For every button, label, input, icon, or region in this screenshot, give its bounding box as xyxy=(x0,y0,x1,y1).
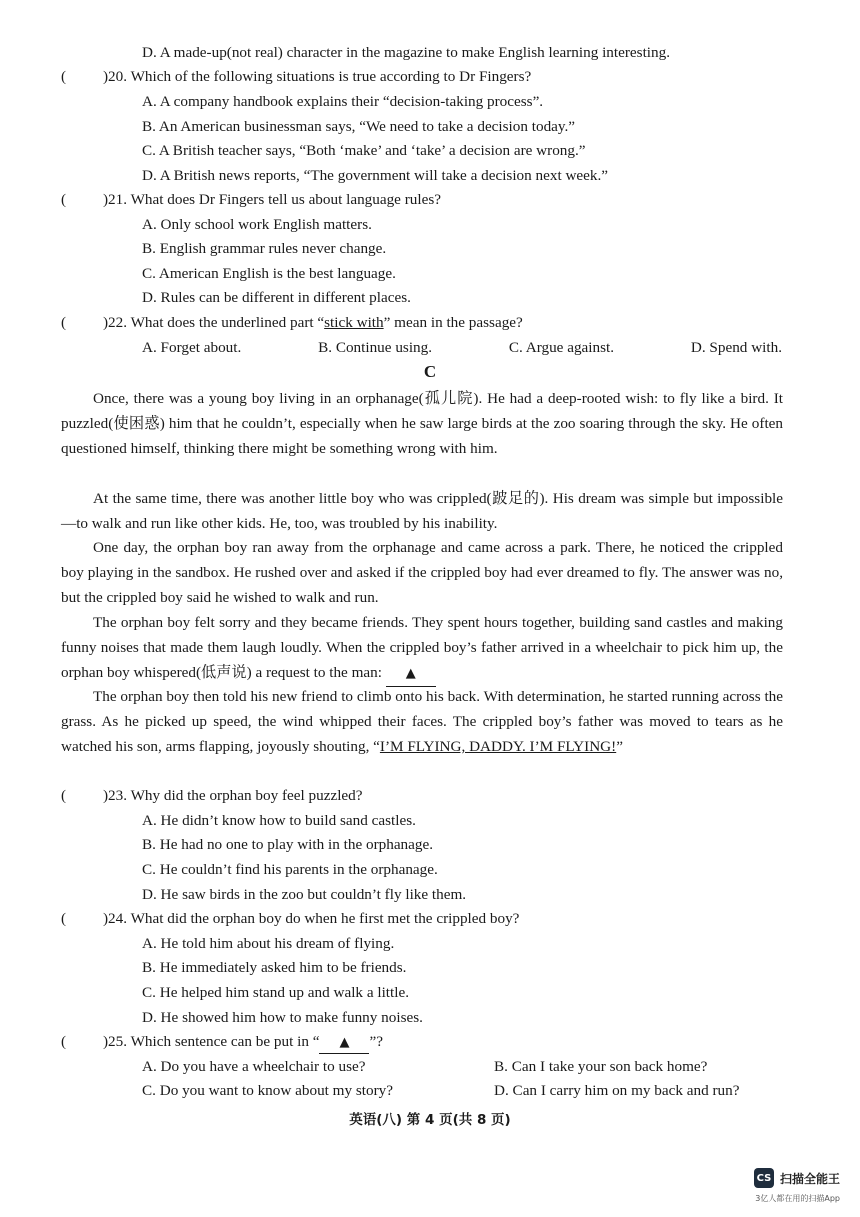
q22-option-b: B. Continue using. xyxy=(318,339,433,356)
answer-blank: ▲ xyxy=(319,1033,369,1054)
q24-option-b: B. He immediately asked him to be friends. xyxy=(142,959,407,976)
q21-option-c: C. American English is the best language. xyxy=(142,265,396,282)
passage-paragraph-3 xyxy=(61,535,783,610)
q21-option-a: A. Only school work English matters. xyxy=(142,216,372,233)
q25-options-row-1 xyxy=(142,1057,782,1077)
q20-option-d: D. A British news reports, “The government will take a decision next week.” xyxy=(142,167,609,184)
question-stem-end: ”? xyxy=(369,1033,383,1050)
q21-option-d: D. Rules can be different in different places. xyxy=(142,289,411,306)
q25-option-a: A. Do you have a wheelchair to use? xyxy=(142,1058,366,1075)
passage-paragraph-5 xyxy=(61,684,783,759)
question-22 xyxy=(61,313,523,333)
passage-paragraph-2 xyxy=(61,486,783,536)
underlined-phrase: stick with xyxy=(324,314,384,331)
q19-option-d: D. A made-up(not real) character in the magazine to make English learning interesting. xyxy=(142,44,670,61)
question-stem: )21. What does Dr Fingers tell us about language rules? xyxy=(103,191,441,208)
question-stem: )20. Which of the following situations is true according to Dr Fingers? xyxy=(103,68,532,85)
q20-option-a: A. A company handbook explains their “decision-taking process”. xyxy=(142,93,544,110)
question-stem-start: )25. Which sentence can be put in “ xyxy=(103,1033,320,1050)
question-stem: )23. Why did the orphan boy feel puzzled? xyxy=(103,787,363,804)
q20-option-c: C. A British teacher says, “Both ‘make’ and ‘take’ a decision are wrong.” xyxy=(142,142,586,159)
q22-option-d: D. Spend with. xyxy=(690,339,782,356)
answer-paren: ( xyxy=(61,787,67,804)
q25-options-row-2 xyxy=(142,1081,782,1101)
q25-option-c: C. Do you want to know about my story? xyxy=(142,1082,393,1099)
answer-blank: ▲ xyxy=(386,661,436,687)
paragraph-text: The orphan boy felt sorry and they became friends. They spent hours together, building sand castles and making funny noises that made them laugh loudly. When the crippled boy’s father arrived in a wheelchair to pick him up, the orphan boy whispered(低声说) a request to the man: xyxy=(61,614,783,681)
answer-paren: ( xyxy=(61,314,67,331)
q25-option-d: D. Can I carry him on my back and run? xyxy=(494,1082,740,1099)
q21-option-b: B. English grammar rules never change. xyxy=(142,240,387,257)
question-25 xyxy=(61,1032,383,1054)
q23-option-d: D. He saw birds in the zoo but couldn’t fly like them. xyxy=(142,886,467,903)
answer-paren: ( xyxy=(61,191,67,208)
question-stem-end: ” mean in the passage? xyxy=(383,314,523,331)
scanner-tagline: 3亿人都在用的扫描App xyxy=(755,1194,840,1203)
paragraph-text-end: ” xyxy=(616,738,623,755)
answer-paren: ( xyxy=(61,1033,67,1050)
scanner-app-name: 扫描全能王 xyxy=(779,1171,840,1186)
section-heading: C xyxy=(423,362,437,381)
page-footer: 英语(八) 第 4 页(共 8 页) xyxy=(349,1112,511,1128)
underlined-quote: I’M FLYING, DADDY. I’M FLYING! xyxy=(379,738,617,755)
camscanner-icon: CS xyxy=(754,1168,774,1188)
question-stem-start: )22. What does the underlined part “ xyxy=(103,314,325,331)
question-20 xyxy=(61,67,531,87)
paragraph-text: At the same time, there was another little boy who was crippled(跛足的). His dream was simple but impossible—to walk and run like other kids. He, too, was troubled by his inability. xyxy=(61,490,783,532)
question-23 xyxy=(61,786,363,806)
passage-paragraph-1 xyxy=(61,386,783,461)
q24-option-d: D. He showed him how to make funny noises. xyxy=(142,1009,423,1026)
q25-option-b: B. Can I take your son back home? xyxy=(494,1058,708,1075)
question-24 xyxy=(61,909,519,929)
paragraph-text: The orphan boy then told his new friend to climb onto his back. With determination, he started running across the grass. As he picked up speed, the wind whipped their faces. The crippled boy’s father was moved to tears as he watched his son, arms flapping, joyously shouting, “ xyxy=(61,688,783,755)
q22-option-c: C. Argue against. xyxy=(508,339,615,356)
scanner-logo xyxy=(754,1168,840,1188)
q23-option-a: A. He didn’t know how to build sand castles. xyxy=(142,812,416,829)
question-stem: )24. What did the orphan boy do when he first met the crippled boy? xyxy=(103,910,520,927)
answer-paren: ( xyxy=(61,910,67,927)
q22-options-row xyxy=(142,338,782,358)
q24-option-c: C. He helped him stand up and walk a little. xyxy=(142,984,409,1001)
q23-option-b: B. He had no one to play with in the orphanage. xyxy=(142,836,434,853)
q20-option-b: B. An American businessman says, “We need to take a decision today.” xyxy=(142,118,576,135)
q22-option-a: A. Forget about. xyxy=(142,339,242,356)
paragraph-text: One day, the orphan boy ran away from the orphanage and came across a park. There, he noticed the crippled boy playing in the sandbox. He rushed over and asked if the crippled boy had ever dreamed to fly. The answer was no, but the crippled boy said he wished to walk and run. xyxy=(61,539,783,606)
q24-option-a: A. He told him about his dream of flying. xyxy=(142,935,395,952)
answer-paren: ( xyxy=(61,68,67,85)
q23-option-c: C. He couldn’t find his parents in the orphanage. xyxy=(142,861,438,878)
paragraph-text: Once, there was a young boy living in an orphanage(孤儿院). He had a deep-rooted wish: to fly like a bird. It puzzled(使困惑) him that he couldn’t, especially when he saw large birds at the zoo soaring through the sky. He often questioned himself, thinking there might be something wrong with him. xyxy=(61,390,783,457)
passage-paragraph-4 xyxy=(61,610,783,687)
question-21 xyxy=(61,190,441,210)
